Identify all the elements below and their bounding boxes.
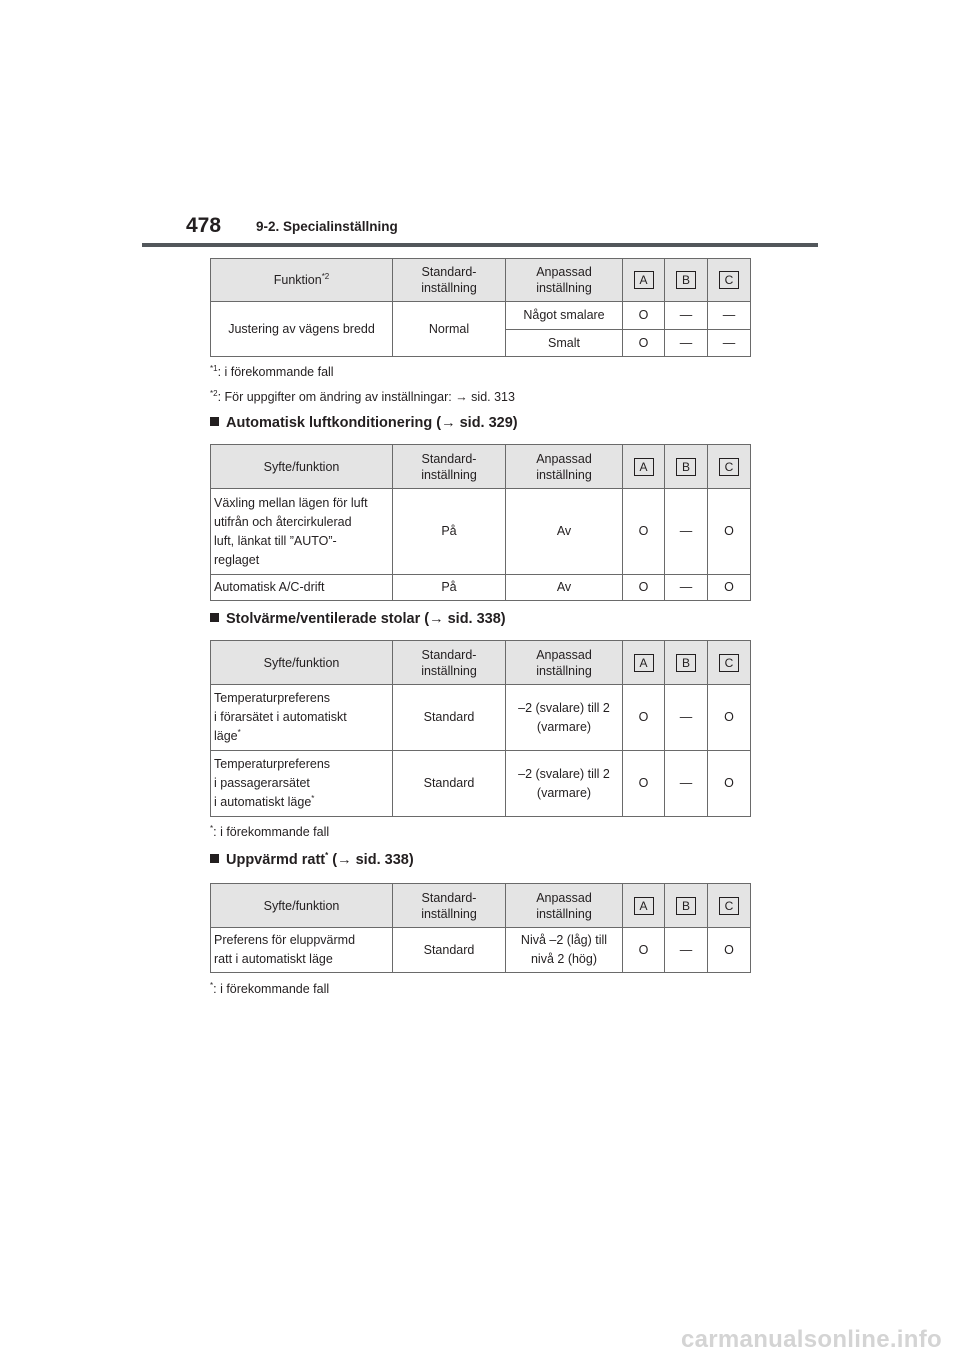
table-row — [211, 928, 751, 973]
col-header-b — [665, 641, 708, 685]
page-number: 478 — [186, 214, 222, 237]
table-road-width — [210, 258, 751, 357]
cell-a: O — [623, 330, 665, 357]
row-option: Något smalare — [506, 302, 623, 330]
cell-b: — — [665, 751, 708, 817]
row-default: På — [393, 489, 506, 575]
row-label: Preferens för eluppvärmd ratt i automatiskt läge — [211, 928, 393, 973]
col-header-custom: Anpassad inställning — [506, 445, 623, 489]
cell-a: O — [623, 575, 665, 601]
box-c-icon: C — [719, 654, 739, 672]
box-a-icon: A — [634, 897, 654, 915]
square-bullet-icon — [210, 613, 219, 622]
col-header-a — [623, 884, 665, 928]
row-custom: Av — [506, 575, 623, 601]
footnote-2: $^{*2}$: För uppgifter om ändring av inställningar: → sid. 313 — [210, 388, 515, 404]
col-header-a — [623, 641, 665, 685]
box-b-icon: B — [676, 458, 696, 476]
cell-a: O — [623, 751, 665, 817]
col-header-b — [665, 884, 708, 928]
row-label: Justering av vägens bredd — [211, 302, 393, 357]
col-header-c — [708, 641, 751, 685]
box-a-icon: A — [634, 271, 654, 289]
col-header-default: Standard- inställning — [393, 641, 506, 685]
col-header-function: Syfte/funktion — [211, 641, 393, 685]
table-heated-wheel — [210, 883, 751, 973]
page-ref-link[interactable]: → sid. 338) — [429, 611, 506, 627]
cell-c: O — [708, 685, 751, 751]
watermark: carmanualsonline.info — [680, 1326, 942, 1353]
row-default: Standard — [393, 751, 506, 817]
box-b-icon: B — [676, 271, 696, 289]
table-air-conditioning — [210, 444, 751, 601]
cell-b: — — [665, 928, 708, 973]
box-b-icon: B — [676, 654, 696, 672]
cell-c: O — [708, 751, 751, 817]
square-bullet-icon — [210, 854, 219, 863]
col-header-default: Standard- inställning — [393, 884, 506, 928]
cell-c: — — [708, 302, 751, 330]
footnote-1: $^{*1}$: i förekommande fall — [210, 363, 334, 379]
table-seat-heating — [210, 640, 751, 817]
table-row — [211, 685, 751, 751]
cell-b: — — [665, 330, 708, 357]
cell-c: O — [708, 928, 751, 973]
heading-seat-heating: Stolvärme/ventilerade stolar (→ sid. 338) — [210, 611, 506, 627]
cell-a: O — [623, 685, 665, 751]
row-default: Standard — [393, 685, 506, 751]
col-header-custom: Anpassad inställning — [506, 259, 623, 302]
cell-c: — — [708, 330, 751, 357]
section-title: 9-2. Specialinställning — [256, 219, 398, 234]
cell-b: — — [665, 489, 708, 575]
row-default: Standard — [393, 928, 506, 973]
row-option: Smalt — [506, 330, 623, 357]
row-default: Normal — [393, 302, 506, 357]
row-custom: –2 (svalare) till 2 (varmare) — [506, 751, 623, 817]
cell-b: — — [665, 302, 708, 330]
cell-c: O — [708, 489, 751, 575]
col-header-c — [708, 445, 751, 489]
row-label: Temperaturpreferens i passagerarsätet i automatiskt läge* — [211, 751, 393, 817]
col-header-function: Syfte/funktion — [211, 445, 393, 489]
col-header-default: Standard- inställning — [393, 445, 506, 489]
table-row — [211, 489, 751, 575]
box-a-icon: A — [634, 458, 654, 476]
col-header-function: Syfte/funktion — [211, 884, 393, 928]
page-ref-link[interactable]: → sid. 313 — [455, 390, 515, 404]
box-c-icon: C — [719, 458, 739, 476]
footnote-wheel: *: i förekommande fall — [210, 980, 330, 996]
col-header-function: Funktion$^{*2}$ — [211, 259, 393, 302]
box-b-icon: B — [676, 897, 696, 915]
page-ref-link[interactable]: → sid. 329) — [441, 415, 518, 431]
row-label: Temperaturpreferens i förarsätet i automatiskt läge* — [211, 685, 393, 751]
col-header-a — [623, 259, 665, 302]
table-row — [211, 302, 751, 330]
col-header-a — [623, 445, 665, 489]
col-header-default: Standard- inställning — [393, 259, 506, 302]
table-row — [211, 575, 751, 601]
row-default: På — [393, 575, 506, 601]
cell-a: O — [623, 928, 665, 973]
col-header-custom: Anpassad inställning — [506, 884, 623, 928]
heading-air-conditioning: Automatisk luftkonditionering (→ sid. 329) — [210, 415, 518, 431]
cell-b: — — [665, 685, 708, 751]
square-bullet-icon — [210, 417, 219, 426]
cell-a: O — [623, 489, 665, 575]
row-label: Automatisk A/C-drift — [211, 575, 393, 601]
row-custom: –2 (svalare) till 2 (varmare) — [506, 685, 623, 751]
box-a-icon: A — [634, 654, 654, 672]
cell-a: O — [623, 302, 665, 330]
page-ref-link[interactable]: → sid. 338) — [337, 852, 414, 868]
col-header-c — [708, 884, 751, 928]
header-rule — [142, 243, 818, 247]
col-header-b — [665, 259, 708, 302]
footnote-seat: *: i förekommande fall — [210, 823, 330, 839]
col-header-b — [665, 445, 708, 489]
cell-b: — — [665, 575, 708, 601]
box-c-icon: C — [719, 897, 739, 915]
cell-c: O — [708, 575, 751, 601]
col-header-c — [708, 259, 751, 302]
box-c-icon: C — [719, 271, 739, 289]
heading-heated-wheel: Uppvärmd ratt* (→ sid. 338) — [210, 852, 414, 868]
row-custom: Av — [506, 489, 623, 575]
table-row — [211, 751, 751, 817]
row-custom: Nivå –2 (låg) till nivå 2 (hög) — [506, 928, 623, 973]
row-label: Växling mellan lägen för luft utifrån och återcirkulerad luft, länkat till ”AUTO”- reglaget — [211, 489, 393, 575]
col-header-custom: Anpassad inställning — [506, 641, 623, 685]
